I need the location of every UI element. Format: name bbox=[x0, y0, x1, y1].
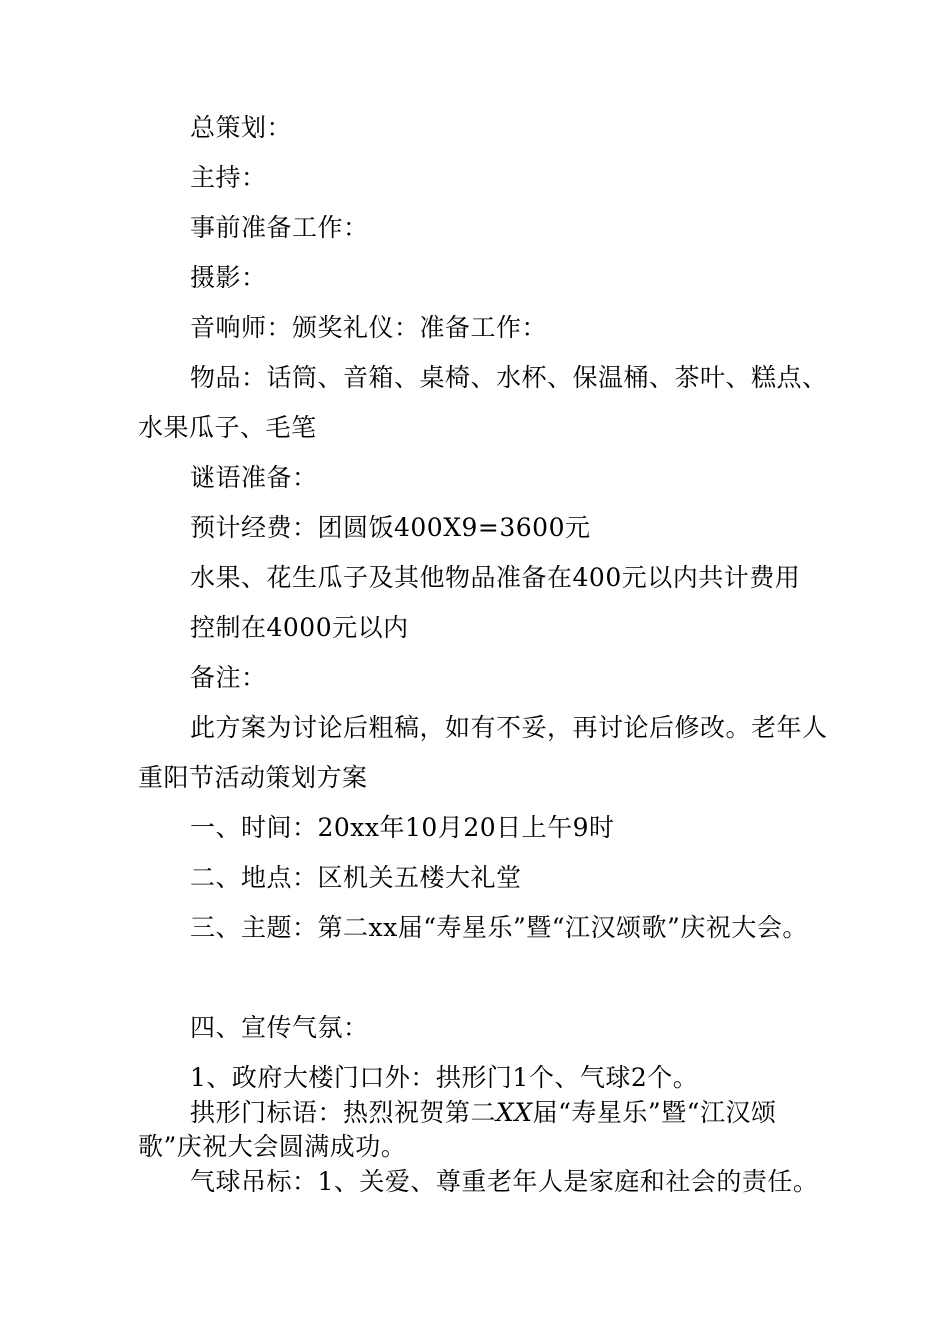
paragraph-host: 主持： bbox=[190, 163, 267, 192]
paragraph-atmosphere: 四、宣传气氛： bbox=[190, 1013, 369, 1042]
paragraph-items: 物品：话筒、音箱、桌椅、水杯、保温桶、茶叶、糕点、水果瓜子、毛笔 bbox=[138, 363, 828, 442]
paragraph-balloon-banner: 气球吊标：1、关爱、尊重老年人是家庭和社会的责任。 bbox=[190, 1167, 819, 1196]
slogan-text-after: 届“寿星乐”暨“江汉颂歌”庆祝大会圆满成功。 bbox=[138, 1098, 777, 1161]
paragraph-photography: 摄影： bbox=[190, 263, 267, 292]
paragraph-notes: 备注： bbox=[190, 663, 267, 692]
paragraph-theme: 三、主题：第二xx届“寿星乐”暨“江汉颂歌”庆祝大会。 bbox=[190, 913, 808, 942]
paragraph-budget: 预计经费：团圆饭400X9=3600元 bbox=[190, 513, 591, 542]
paragraph-sound-engineer: 音响师：颁奖礼仪：准备工作： bbox=[190, 313, 548, 342]
paragraph-arch-balloons: 1、政府大楼门口外：拱形门1个、气球2个。 bbox=[190, 1063, 699, 1092]
slogan-text-italic: XX bbox=[496, 1098, 533, 1127]
paragraph-advance-prep: 事前准备工作： bbox=[190, 213, 369, 242]
paragraph-arch-slogan bbox=[138, 1096, 828, 1164]
paragraph-draft-note: 此方案为讨论后粗稿，如有不妥，再讨论后修改。老年人重阳节活动策划方案 bbox=[138, 713, 828, 792]
slogan-text-before: 拱形门标语：热烈祝贺第二 bbox=[190, 1098, 497, 1127]
paragraph-fruit-budget: 水果、花生瓜子及其他物品准备在400元以内共计费用 bbox=[190, 563, 801, 592]
paragraph-location: 二、地点：区机关五楼大礼堂 bbox=[190, 863, 522, 892]
paragraph-riddle-prep: 谜语准备： bbox=[190, 463, 318, 492]
paragraph-total-budget: 控制在4000元以内 bbox=[190, 613, 409, 642]
paragraph-chief-planner: 总策划： bbox=[190, 113, 293, 142]
paragraph-time: 一、时间：20xx年10月20日上午9时 bbox=[190, 813, 615, 842]
